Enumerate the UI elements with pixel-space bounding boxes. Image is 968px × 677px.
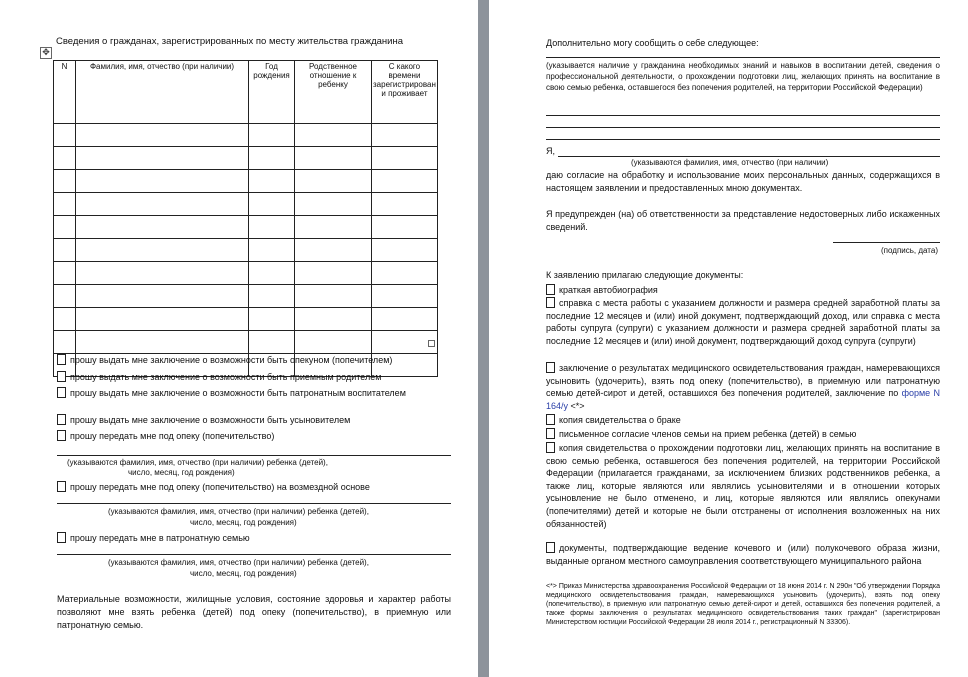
table-cell[interactable] [295, 124, 372, 147]
page-gap [478, 0, 489, 677]
table-cell[interactable] [249, 239, 295, 262]
checkbox-icon[interactable] [546, 442, 555, 453]
footnote: <*> Приказ Министерства здравоохранения Российской Федерации от 18 июня 2014 г. N 290н "Об утверждении Порядка медицинского освидетельствования граждан, намеревающихся усыновить (удочерить), взять под опеку (попечительство), в приемную или патронатную семью детей-сирот и детей, оставшихся без попечения родителей, а также формы заключения о результатах медицинского освидетельствования таких граждан" (зарегистрирован Министерством юстиции Российской Федерации 28 июля 2014 г., регистрационный N 33306). [546, 583, 940, 626]
column-header: N [54, 61, 76, 124]
documents-intro: К заявлению прилагаю следующие документы: [546, 270, 744, 280]
option-guardianship: прошу передать мне под опеку (попечительство) [57, 430, 274, 441]
table-cell[interactable] [76, 170, 249, 193]
table-row [54, 239, 438, 262]
doc-item: копия свидетельства о прохождении подготовки лиц, желающих принять на воспитание в свою семью ребенка, оставшегося без попечения родителей, на территории Российской Федерации (прилагается гражданами, за исключением близких родственников ребенка, а также лиц, которые являются или являлись усыновителями и в отношении которых усыновление не было отменено, и лиц, которые являются или являлись опекунами (попечителями) детей и которые не были отстранены от исполнения возложенных на них обязанностей) [546, 443, 940, 529]
table-row [54, 147, 438, 170]
table-cell[interactable] [372, 285, 438, 308]
column-header: Родственное отношение к ребенку [295, 61, 372, 124]
option-patronage: прошу выдать мне заключение о возможности быть патронатным воспитателем [57, 387, 451, 400]
checkbox-icon[interactable] [546, 414, 555, 425]
document-page-right [489, 0, 968, 677]
table-cell[interactable] [54, 308, 76, 331]
table-cell[interactable] [76, 124, 249, 147]
fill-line[interactable] [546, 127, 940, 128]
table-body [54, 124, 438, 377]
table-cell[interactable] [249, 331, 295, 354]
table-cell[interactable] [372, 124, 438, 147]
checkbox-icon[interactable] [546, 297, 555, 308]
table-cell[interactable] [54, 331, 76, 354]
i-label: Я, [546, 146, 555, 156]
checkbox-icon[interactable] [546, 428, 555, 439]
signature-hint: (подпись, дата) [881, 246, 938, 255]
field-hint: (указывается наличие у гражданина необходимых знаний и навыков в воспитании детей, сведения о профессиональной деятельности, о прохождении подготовки лиц, желающих принять на воспитание в свою семью ребенка, оставшегося без попечения родителей, на территории Российской Федерации) [546, 61, 940, 92]
table-cell[interactable] [372, 193, 438, 216]
table-cell[interactable] [295, 193, 372, 216]
table-cell[interactable] [295, 285, 372, 308]
field-hint: (указываются фамилия, имя, отчество (при наличии) ребенка (детей), [108, 558, 369, 567]
field-hint: (указываются фамилия, имя, отчество (при наличии) ребенка (детей), [108, 507, 369, 516]
table-cell[interactable] [76, 239, 249, 262]
table-cell[interactable] [76, 193, 249, 216]
table-resize-handle[interactable] [428, 340, 435, 347]
doc-item: письменное согласие членов семьи на прием ребенка (детей) в семью [546, 428, 856, 439]
table-cell[interactable] [372, 308, 438, 331]
signature-line[interactable] [833, 242, 940, 243]
form-link[interactable]: форме N 164/у [546, 388, 940, 411]
table-row [54, 331, 438, 354]
table-cell[interactable] [295, 308, 372, 331]
residents-table [53, 60, 438, 377]
table-cell[interactable] [249, 262, 295, 285]
table-cell[interactable] [76, 331, 249, 354]
page-title: Сведения о гражданах, зарегистрированных по месту жительства гражданина [56, 36, 404, 47]
table-cell[interactable] [76, 262, 249, 285]
table-cell[interactable] [249, 170, 295, 193]
table-cell[interactable] [249, 216, 295, 239]
table-cell[interactable] [295, 331, 372, 354]
table-cell[interactable] [54, 216, 76, 239]
checkbox-icon[interactable] [57, 430, 66, 441]
option-adopter: прошу выдать мне заключение о возможности быть усыновителем [57, 414, 350, 425]
table-row [54, 124, 438, 147]
table-cell[interactable] [249, 308, 295, 331]
fill-line[interactable] [546, 139, 940, 140]
doc-item: справка с места работы с указанием должности и размера средней заработной платы за последние 12 месяцев и (или) иной документ, подтверждающий доход, или справка с места работы супруга (супруги) с указанием должности и размера средней заработной платы за последние 12 месяцев и (или) иной документ, подтверждающий доход супруга (супруги) [546, 298, 940, 346]
table-cell[interactable] [76, 147, 249, 170]
column-header: Фамилия, имя, отчество (при наличии) [76, 61, 249, 124]
table-cell[interactable] [54, 262, 76, 285]
table-cell[interactable] [295, 216, 372, 239]
checkbox-icon[interactable] [57, 387, 66, 398]
table-row [54, 308, 438, 331]
table-cell[interactable] [295, 239, 372, 262]
option-foster-family: прошу передать мне в патронатную семью [57, 532, 250, 543]
table-cell[interactable] [372, 216, 438, 239]
table-cell[interactable] [54, 124, 76, 147]
fill-line[interactable] [57, 503, 451, 504]
fill-line[interactable] [546, 115, 940, 116]
table-cell[interactable] [54, 193, 76, 216]
option-foster-parent: прошу выдать мне заключение о возможности быть приемным родителем [57, 371, 381, 382]
checkbox-icon[interactable] [546, 362, 555, 373]
option-guardian: прошу выдать мне заключение о возможности быть опекуном (попечителем) [57, 354, 392, 365]
table-cell[interactable] [249, 193, 295, 216]
additional-info-label: Дополнительно могу сообщить о себе следующее: [546, 38, 759, 48]
table-row [54, 170, 438, 193]
table-cell[interactable] [372, 170, 438, 193]
fill-line[interactable] [57, 455, 451, 456]
field-hint: (указываются фамилия, имя, отчество (при наличии) [631, 158, 829, 167]
table-cell[interactable] [76, 285, 249, 308]
table-header-row [54, 61, 438, 124]
table-cell[interactable] [295, 147, 372, 170]
table-cell[interactable] [249, 285, 295, 308]
column-header: Год рождения [249, 61, 295, 124]
table-row [54, 262, 438, 285]
table-cell[interactable] [54, 147, 76, 170]
doc-item: заключение о результатах медицинского освидетельствования граждан, намеревающихся усыновить (удочерить), взять под опеку (попечительство), в приемную или патронатную семью детей-сирот и детей, оставшихся без попечения родителей, заключение по форме N 164/у <*> [546, 363, 940, 411]
warning-statement: Я предупрежден (на) об ответственности за представление недостоверных либо искаженных сведений. [546, 209, 940, 232]
column-header: С какого времени зарегистрирован и проживает [372, 61, 438, 124]
table-cell[interactable] [54, 285, 76, 308]
table-cell[interactable] [372, 262, 438, 285]
checkbox-icon[interactable] [57, 481, 66, 492]
field-hint: число, месяц, год рождения) [128, 468, 235, 477]
table-move-handle-icon[interactable]: ✥ [40, 47, 52, 59]
fill-line[interactable] [57, 554, 451, 555]
table-cell[interactable] [249, 124, 295, 147]
document-page-left [0, 0, 478, 677]
checkbox-icon[interactable] [546, 542, 555, 553]
consent-statement: даю согласие на обработку и использование моих персональных данных, содержащихся в настоящем заявлении и предоставленных мною документах. [546, 170, 940, 193]
table-cell[interactable] [295, 262, 372, 285]
doc-item: копия свидетельства о браке [546, 414, 681, 425]
table-cell[interactable] [372, 239, 438, 262]
doc-item: краткая автобиография [546, 284, 658, 295]
table-cell[interactable] [372, 147, 438, 170]
field-hint: число, месяц, год рождения) [190, 518, 297, 527]
table-cell[interactable] [54, 239, 76, 262]
table-row [54, 285, 438, 308]
table-row [54, 216, 438, 239]
table-cell[interactable] [76, 216, 249, 239]
field-hint: (указываются фамилия, имя, отчество (при наличии) ребенка (детей), [67, 458, 328, 467]
checkbox-icon[interactable] [57, 414, 66, 425]
checkbox-icon[interactable] [57, 371, 66, 382]
fill-line[interactable] [546, 57, 940, 58]
closing-statement: Материальные возможности, жилищные условия, состояние здоровья и характер работы позволяют мне взять ребенка (детей) под опеку (попечительство), в приемную или патронатную семью. [57, 594, 451, 630]
name-fill-line[interactable] [558, 156, 940, 157]
table-row [54, 193, 438, 216]
field-hint: число, месяц, год рождения) [190, 569, 297, 578]
option-paid-guardianship: прошу передать мне под опеку (попечительство) на возмездной основе [57, 481, 370, 492]
table-cell[interactable] [295, 170, 372, 193]
table-cell[interactable] [54, 170, 76, 193]
checkbox-icon[interactable] [57, 532, 66, 543]
checkbox-icon[interactable] [57, 354, 66, 365]
checkbox-icon[interactable] [546, 284, 555, 295]
table-cell[interactable] [249, 147, 295, 170]
table-cell[interactable] [76, 308, 249, 331]
doc-item: документы, подтверждающие ведение кочевого и (или) полукочевого образа жизни, выданные органом местного самоуправления соответствующего муниципального района [546, 543, 940, 566]
